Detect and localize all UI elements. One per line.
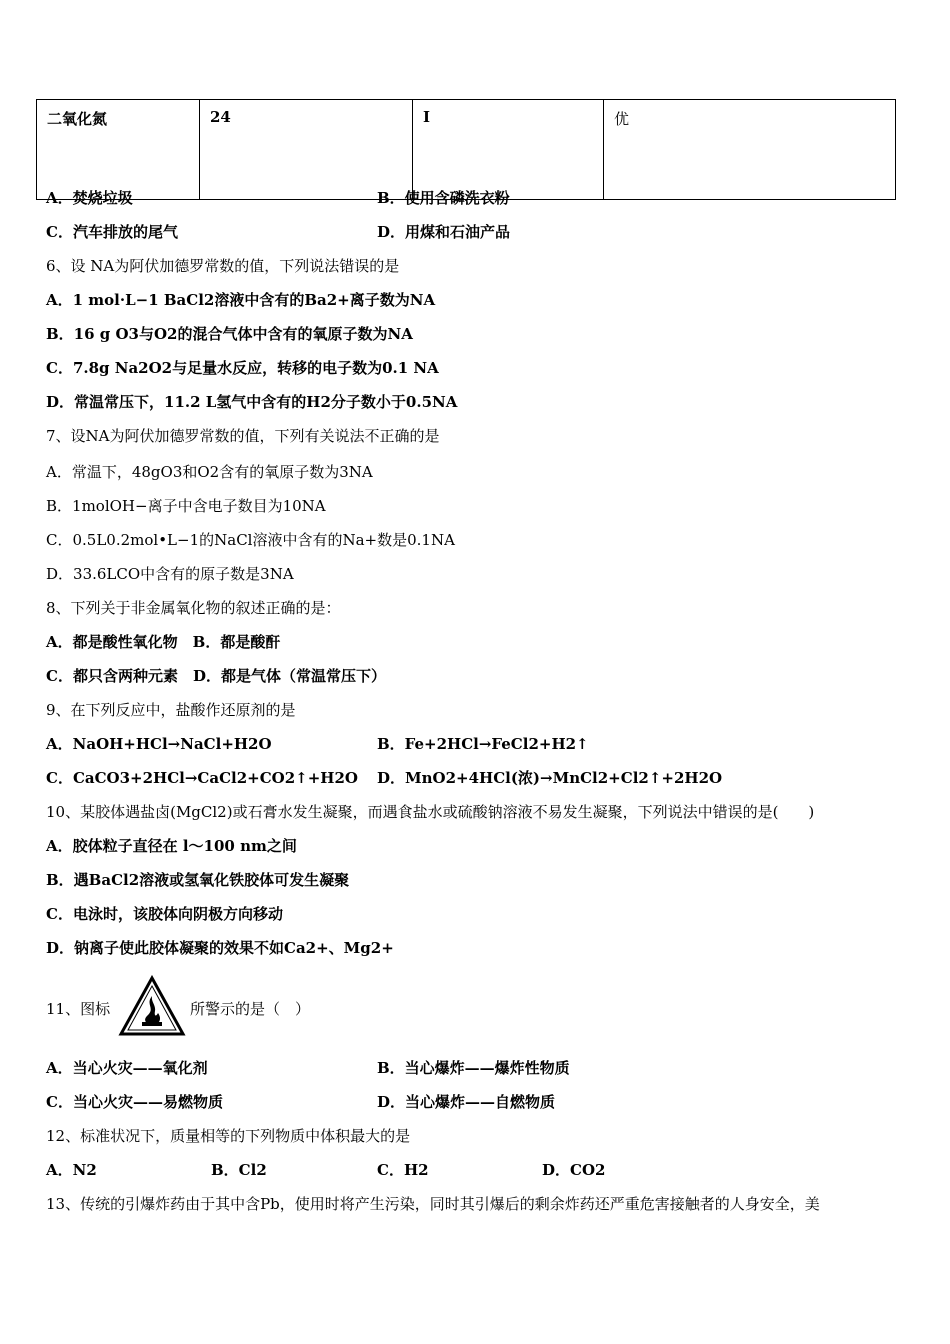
- q10-option-c: C．电泳时，该胶体向阴极方向移动: [46, 905, 283, 923]
- q8-stem: 8、下列关于非金属氧化物的叙述正确的是：: [46, 599, 341, 617]
- q8-options-ab: A．都是酸性氧化物 B．都是酸酐: [46, 633, 281, 651]
- q12-option-c: C．H2: [377, 1161, 429, 1179]
- q10-option-d: D．钠离子使此胶体凝聚的效果不如Ca2+、Mg2+: [46, 939, 394, 957]
- q12-option-a: A．N2: [46, 1161, 97, 1179]
- q6-option-a: A．1 mol·L−1 BaCl2溶液中含有的Ba2+离子数为NA: [46, 291, 436, 309]
- q9-stem: 9、在下列反应中，盐酸作还原剂的是: [46, 701, 296, 719]
- q11-option-a: A．当心火灾——氧化剂: [46, 1059, 208, 1077]
- q11-stem-pre: 11、图标: [46, 1000, 111, 1018]
- q11-option-b: B．当心爆炸——爆炸性物质: [377, 1059, 570, 1077]
- q11-option-c: C．当心火灾——易燃物质: [46, 1093, 223, 1111]
- q12-option-b: B．Cl2: [211, 1161, 267, 1179]
- q7-option-a: A．常温下，48gO3和O2含有的氧原子数为3NA: [46, 463, 373, 481]
- table-cell: 24: [200, 100, 413, 200]
- table-row: [37, 100, 896, 200]
- q9-option-d: D．MnO2+4HCl(浓)→MnCl2+Cl2↑+2H2O: [377, 769, 723, 787]
- q6-option-b: B．16 g O3与O2的混合气体中含有的氧原子数为NA: [46, 325, 413, 343]
- q11-stem-post: 所警示的是（ ）: [190, 1000, 311, 1018]
- q10-option-b: B．遇BaCl2溶液或氢氧化铁胶体可发生凝聚: [46, 871, 350, 889]
- q5-option-c: C．汽车排放的尾气: [46, 223, 178, 241]
- q10-stem: 10、某胶体遇盐卤(MgCl2)或石膏水发生凝聚，而遇食盐水或硫酸钠溶液不易发生凝聚，下列说法中错误的是( ): [46, 803, 815, 821]
- q7-option-d: D．33.6LCO中含有的原子数是3NA: [46, 565, 294, 583]
- q12-option-d: D．CO2: [542, 1161, 606, 1179]
- q8-options-cd: C．都只含两种元素 D．都是气体（常温常压下）: [46, 667, 386, 685]
- q6-stem: 6、设 NA为阿伏加德罗常数的值，下列说法错误的是: [46, 257, 400, 275]
- q5-option-d: D．用煤和石油产品: [377, 223, 511, 241]
- q9-option-c: C．CaCO3+2HCl→CaCl2+CO2↑+H2O: [46, 769, 358, 787]
- table-cell: 二氧化氮: [37, 100, 200, 200]
- q6-option-c: C．7.8g Na2O2与足量水反应，转移的电子数为0.1 NA: [46, 359, 439, 377]
- q7-option-c: C．0.5L0.2mol•L−1的NaCl溶液中含有的Na+数是0.1NA: [46, 531, 455, 549]
- table-cell: 优: [604, 100, 896, 200]
- q9-option-b: B．Fe+2HCl→FeCl2+H2↑: [377, 735, 589, 753]
- flammable-warning-icon: [118, 975, 186, 1037]
- q9-option-a: A．NaOH+HCl→NaCl+H2O: [46, 735, 272, 753]
- q7-stem: 7、设NA为阿伏加德罗常数的值，下列有关说法不正确的是: [46, 427, 440, 445]
- q7-option-b: B．1molOH−离子中含电子数目为10NA: [46, 497, 326, 515]
- table-cell: I: [413, 100, 604, 200]
- q11-option-d: D．当心爆炸——自燃物质: [377, 1093, 556, 1111]
- data-table: [36, 99, 896, 200]
- q13-stem: 13、传统的引爆炸药由于其中含Pb，使用时将产生污染，同时其引爆后的剩余炸药还严重危害接触者的人身安全，美: [46, 1195, 820, 1213]
- q6-option-d: D．常温常压下，11.2 L氢气中含有的H2分子数小于0.5NA: [46, 393, 458, 411]
- q10-option-a: A．胶体粒子直径在 l～100 nm之间: [46, 837, 297, 855]
- q12-stem: 12、标准状况下，质量相等的下列物质中体积最大的是: [46, 1127, 411, 1145]
- q5-option-a: A．焚烧垃圾: [46, 189, 133, 207]
- q5-option-b: B．使用含磷洗衣粉: [377, 189, 510, 207]
